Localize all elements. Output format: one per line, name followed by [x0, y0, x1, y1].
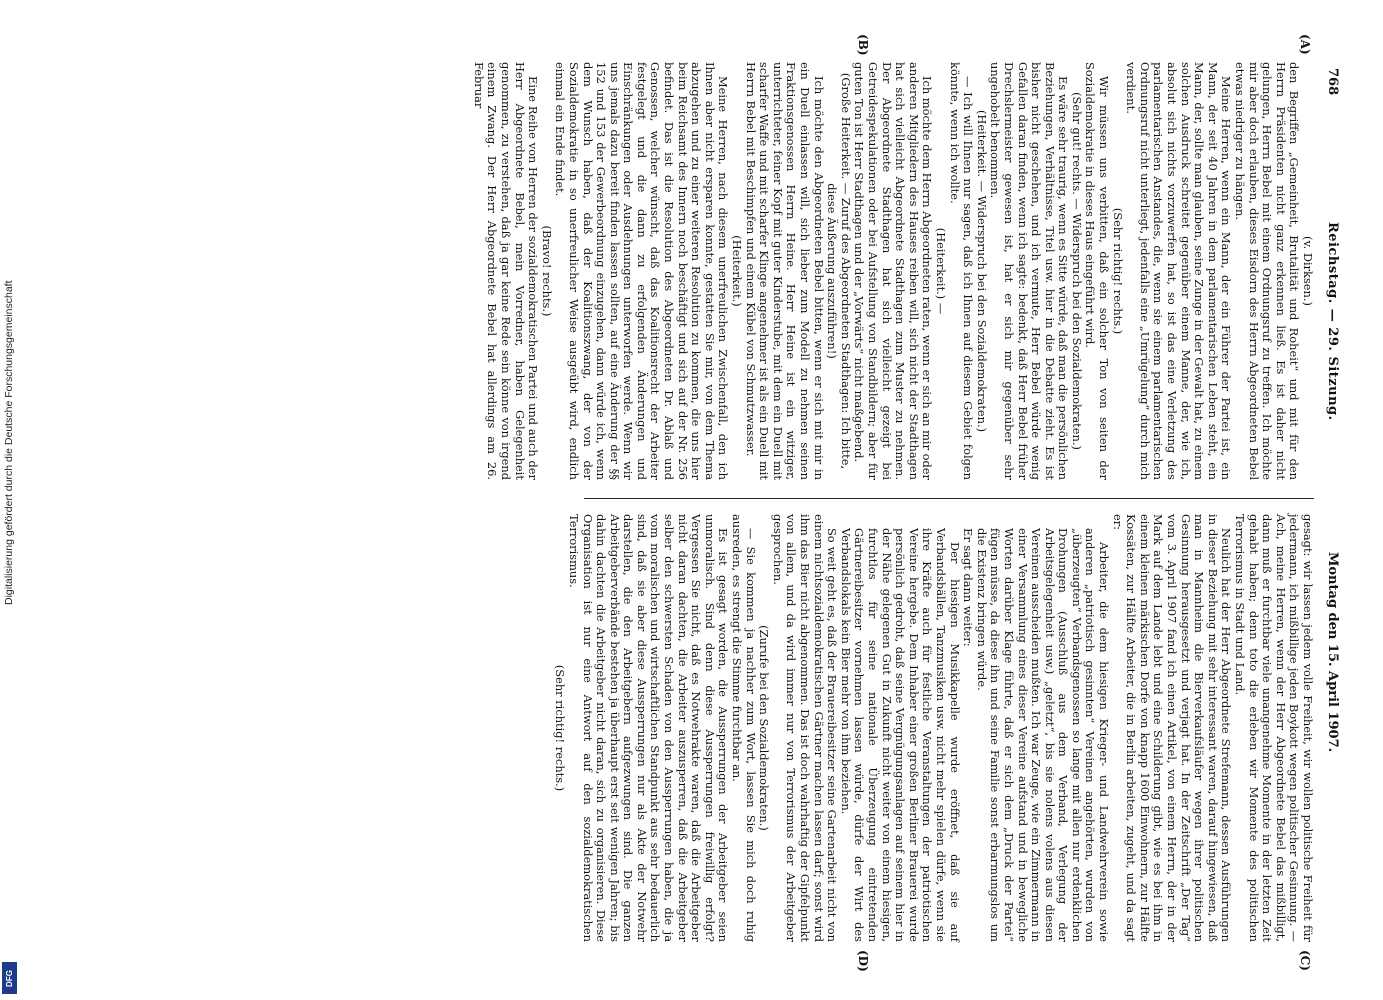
interjection: (Große Heiterkeit. — Zuruf des Abgeordneten Stadthagen: Ich bitte, diese Äußerung auszuführen!) — [825, 72, 853, 470]
margin-mark-c: (C) — [1298, 950, 1312, 971]
session-date: Montag den 15. April 1907. — [1325, 552, 1340, 753]
paragraph: gesagt: wir lassen jedem volle Freiheit, wir wollen politische Freiheit für jedermann, ich mißbillige jeden Boykott wegen politischer Gesinnung. — Ach, meine Herren, wenn der Herr Abgeordnete Bebel das mißbilligt, dann muß er furchtbar viele unangenehme Momente in der letzten Zeit gehabt haben; denn toto die erleben wir Momente des politischen Terrorismus in Stadt und Land. — [1233, 514, 1315, 942]
quotation: Der hiesigen Musikkapelle wurde eröffnet, daß sie auf Verbandsbällen, Tanzmusiken usw. nicht mehr spielen dürfe, wenn sie ihre Kräfte auch für festliche Veranstaltungen der patriotischen Vereine hergebe. Dem Inhaber einer großen Berliner Brauerei wurde persönlich gedroht, daß seine Vergnügungsanlagen auf seinem hier in der Nähe gelegenen Gut in Zukunft nicht weiter von einem hiesigen, furchtlos für seine nationale Überzeugung eintretenden Gärtnereibesitzer vornehmen lassen würde, dürfe der Wirt des Verbandslokals kein Bier mehr von ihm beziehen. — [838, 528, 962, 942]
interjection: (Sehr richtig! rechts.) — [1110, 207, 1125, 335]
paragraph: Ich möchte dem Herrn Abgeordneten raten, wenn er sich an mir oder anderen Mitgliedern des Hauses reiben will, sich nicht der Stadthagen hat sich vielleicht Abgeordnete Stadthagen zum Muster zu nehmen. Der Abgeordnete Stadthagen hat sich vielleicht gezeigt bei Getreidespekulationen oder bei Aufstellung von Standbildern; aber für guten Ton ist Herr Stadthagen und der „Vorwärts“ nicht maßgebend. — [852, 62, 935, 480]
paragraph: So weit geht es, daß der Brauereibesitzer seine Gartenarbeit nicht von einem nichtsozialdemokratischen Gärtner machen lassen darf; sonst wird ihm das Bier nicht abgenommen. Das ist doch wahrhaftig der Gipfelpunkt von allem, und da wird immer nur von Terrorismus der Arbeitgeber gesprochen. — [770, 514, 840, 942]
margin-mark-b: (B) — [856, 34, 870, 56]
running-title: Reichstag. — 29. Sitzung. — [1325, 222, 1340, 421]
column-divider — [584, 498, 1314, 499]
paragraph: Meine Herren, wenn ein Mann, der ein Führer der Partei ist, ein Mann, der seit 40 Jahren in dem parlamentarischen Leben steht, ein Mann, der, sollte man glauben, seine Zunge in der Gewalt hat, zu einem solchen Ausdruck schreitet gegenüber einem Manne, der, wie ich, absolut sich nichts vorzuwerfen hat, so ist das eine Verletzung des parlamentarischen Anstandes, die, wenn sie einem parlamentarischen Ordnungsruf nicht unterliegt, jedenfalls eine „Umrügelung“ durch mich verdient. — [1124, 62, 1234, 480]
paragraph: Eine Reihe von Herren der sozialdemokratischen Partei und auch der Herr Abgeordnete Bebel, mein Vorredner, haben Gelegenheit genommen, zu verstehen, daß ja gar keine Rede sein könne von irgend einem Zwang. Der Herr Abgeordnete Bebel hat allerdings am 26. Februar — [471, 62, 541, 480]
paragraph: Meine Herren, nach diesem unerfreulichen Zwischenfall, den ich Ihnen aber nicht ersparen konnte, gestatten Sie mir, von dem Thema abzugehen und zu einer weiteren Resolution zu kommen, die uns hier beim Reichsamt des Innern noch beschäftigt und sich auf der Nr. 256 befindet. Das ist die Resolution des Abgeordneten Dr. Ablaß und Genossen, welcher wünscht, daß das Koalitionsrecht der Arbeiter festgelegt und die dann zu erfolgenden Änderungen und Einschränkungen oder Ausdehnungen unterworfen werde. Wenn wir uns jemals dazu bereit finden lassen sollten, auf eine Änderung der §§ 152 und 153 der Gewerbeordnung einzugehen, dann würde ich, wenn dem Wunsch haben, daß der Koalitionszwang, der von der Sozialdemokratie in so unerfreulicher Weise ausgeübt wird, endlich einmal ein Ende findet. — [553, 62, 731, 480]
digitization-credit: Digitalisierung gefördert durch die Deutsche Forschungsgemeinschaft — [3, 280, 15, 605]
paragraph: Er sagt dann weiter: — [961, 528, 976, 647]
interjection: (Sehr richtig! rechts.) — [553, 664, 568, 792]
left-text-column — [471, 62, 1314, 480]
speaker-name: (v. Dirksen.) — [1301, 236, 1315, 306]
dfg-logo — [2, 962, 17, 994]
interjection: (Heiterkeit.) — — [933, 227, 948, 315]
paragraph: Es wäre sehr traurig, wenn es Sitte würde, daß man die persönlichen Beziehungen, Verhältnisse, Titel usw. hier in die Debatte zieht. Es ist bisher nicht geschehen, und ich vermute, Herr Bebel würde wenig Gefallen daran finden, wenn ich sagte: bedenkt, daß Herr Bebel früher Drechslermeister gewesen ist, hat er sich mir gegenüber sehr ungehobelt benommen. — [988, 62, 1071, 480]
paragraph: Wir müssen uns verbitten, daß ein solcher Ton von seiten der Sozialdemokratie in dieses Haus eingeführt wird. — [1083, 62, 1112, 480]
interjection: (Heiterkeit.) — [730, 235, 745, 307]
paragraph: — Ich will Ihnen nur sagen, daß ich Ihnen auf diesem Gebiet folgen könnte, wenn ich wollte. — [947, 62, 976, 480]
paragraph: den Begriffen „Gemeinheit, Brutalität und Roheit“ und mit für den Herrn Präsidenten nicht ganz erkennen ließ. Es ist daher nicht gelungen, Herrn Bebel mit einem Ordnungsruf zu treffen. Ich möchte mir aber doch erlauben, dieses Eisdorn des Herrn Abgeordneten Bebel etwas niedriger zu hängen. — [1233, 62, 1302, 480]
rotated-document-page — [70, 34, 1340, 972]
right-text-column — [553, 514, 1314, 942]
paragraph: Es ist gesagt worden, die Aussperrungen der Arbeitgeber seien unmoralisch. Sind denn diese Aussperrungen freiwillig erfolgt? Vergessen Sie nicht, daß es Notwehrakte waren, daß die Arbeitgeber nicht daran dachten, die Arbeiter auszusperren, daß die Arbeitgeber selber den schwersten Schaden von den Aussperrungen haben, die ja vom moralischen und wirtschaftlichen Standpunkt aus sehr bedauerlich sind, daß sie aber diese Aussperrungen nur als Akte der Notwehr darstellen, die den Arbeitgebern aufgezwungen sind. Die ganzen Arbeitgeberverbände bestehen ja überhaupt erst seit wenigen Jahren; bis dahin dachten die Arbeitgeber nicht daran, sich zu organisieren. Diese Organisation ist nur eine Antwort auf den sozialdemokratischen Terrorismus. — [566, 514, 731, 942]
interjection: (Zurufe bei den Sozialdemokraten.) — [757, 625, 772, 831]
page-number: 768 — [1325, 68, 1340, 96]
paragraph: Ich möchte den Abgeordneten Bebel bitten, wenn er sich mit mir in ein Duell einlassen will, sich lieber zum Modell zu nehmen seinen Fraktionsgenossen Herrn Heine. Herr Heine ist ein witziger, unterrichteter, feiner Kopf mit guter Kinderstube, mit dem ein Duell mit scharfer Waffe und mit scharfer Klinge angenehmer ist als ein Duell mit Herrn Bebel mit Beschimpfen und einem Kübel von Schmutzwasser. — [743, 62, 826, 480]
interjection: (Bravo! rechts.) — [539, 225, 554, 317]
paragraph: — Sie kommen ja nachher zum Wort, lassen Sie mich doch ruhig ausreden, es strengt die Stimme furchtbar an. — [730, 514, 758, 942]
dfg-logo-text: DFG — [5, 969, 15, 987]
interjection: (Sehr gut! rechts. — Widerspruch bei den Sozialdemokraten.) — [1069, 92, 1084, 450]
margin-mark-a: (A) — [1298, 34, 1312, 55]
quotation: Arbeiter, die dem hiesigen Krieger- und Landwehrverein sowie anderen „patriotisch gesinnten“ Vereinen angehörten, wurden von „überzeugten“ Verbandsgenossen so lange mit allen nur erdenklichen Drohungen (Ausschluß aus dem Verband, Verlegung der Arbeitsgelegenheit usw.) „geletzt“, bis sie nolens volens aus diesen Vereinen ausscheiden mußten. Ich war Zeuge, wie ein Zimmermann in einer Versammlung eines dieser Vereine aufstand und in bewegliche Worten darüber Klage führte, daß er sich dem „Druck der Partei“ fügen müsse, da diese ihn und seine Familie sonst erbarmungslos um die Existenz bringen würde. — [974, 528, 1112, 942]
paragraph: Neulich hat der Herr Abgeordnete Strefemann, dessen Ausführungen in dieser Beziehung mit sehr interessant waren, darauf hingewiesen, daß man in Mannheim die Bierverkaufsläufer wegen ihrer politischen Gesinnung herausgesetzt und verjagt hat. In der Zeitschrift „Der Tag“ vom 3. April 1907 fand ich einen Artikel, von einem Herrn, der in der Mark auf dem Lande lebt und eine Schilderung gibt, wie es bei ihm in einem kleinen märkischen Dorfe von knapp 1600 Einwohnern, zur Hälfte Kossäten, zur Hälfte Arbeiter, die in Berlin arbeiten, zugeht, und da sagt er: — [1110, 514, 1234, 942]
margin-mark-d: (D) — [856, 950, 870, 972]
page-header — [1320, 62, 1340, 947]
interjection: (Heiterkeit. — Widerspruch bei den Sozialdemokraten.) — [974, 109, 989, 433]
